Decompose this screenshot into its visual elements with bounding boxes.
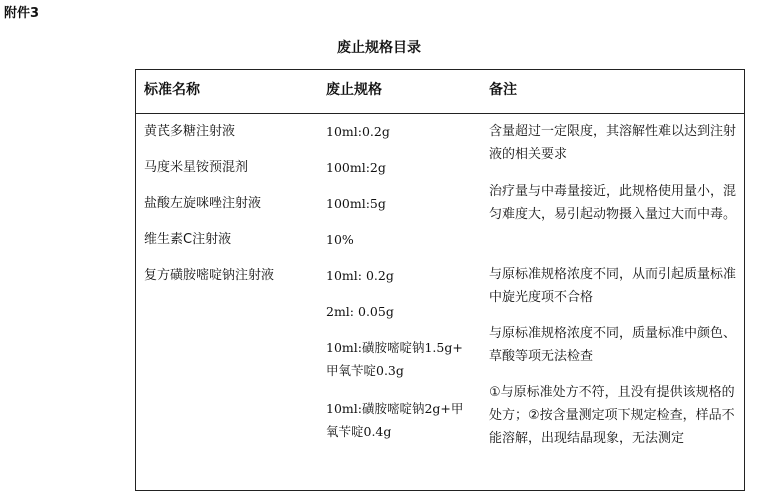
spec-cell: 10ml:0.2g <box>326 124 390 139</box>
remark-cell: 与原标准规格浓度不同，质量标准中颜色、草酸等项无法检查 <box>489 326 737 364</box>
document-title: 废止规格目录 <box>337 40 421 56</box>
spec-cell: 氧苄啶0.4g <box>326 424 392 439</box>
spec-cell: 10ml:磺胺嘧啶钠1.5g+ <box>326 340 463 355</box>
spec-cell: 10ml: 0.2g <box>326 268 394 283</box>
remark-cell: 治疗量与中毒量接近，此规格使用量小，混匀难度大，易引起动物摄入量过大而中毒。 <box>489 184 737 222</box>
name-cell: 复方磺胺嘧啶钠注射液 <box>144 268 275 283</box>
name-cell: 维生素C注射液 <box>144 232 232 247</box>
header-divider <box>136 113 744 114</box>
spec-cell: 甲氧苄啶0.3g <box>326 363 404 378</box>
remark-cell: ①与原标准处方不符，且没有提供该规格的处方；②按含量测定项下规定检查，样品不能溶解，出现结晶现象，无法测定 <box>489 385 735 446</box>
header-remarks: 备注 <box>489 82 517 98</box>
spec-cell: 100ml:5g <box>326 196 386 211</box>
remark-cell: 含量超过一定限度，其溶解性难以达到注射液的相关要求 <box>489 124 737 162</box>
header-standard-name: 标准名称 <box>144 82 200 98</box>
name-cell: 马度米星铵预混剂 <box>144 160 249 175</box>
spec-cell: 100ml:2g <box>326 160 386 175</box>
spec-cell: 10ml:磺胺嘧啶钠2g+甲 <box>326 401 464 416</box>
remark-cell: 与原标准规格浓度不同，从而引起质量标准中旋光度项不合格 <box>489 267 737 305</box>
spec-table <box>135 69 745 491</box>
spec-cell: 10% <box>326 232 354 247</box>
spec-cell: 2ml: 0.05g <box>326 304 394 319</box>
header-abolished-spec: 废止规格 <box>326 82 382 98</box>
attachment-label: 附件3 <box>4 6 40 21</box>
name-cell: 黄芪多糖注射液 <box>144 124 236 139</box>
name-cell: 盐酸左旋咪唑注射液 <box>144 196 262 211</box>
